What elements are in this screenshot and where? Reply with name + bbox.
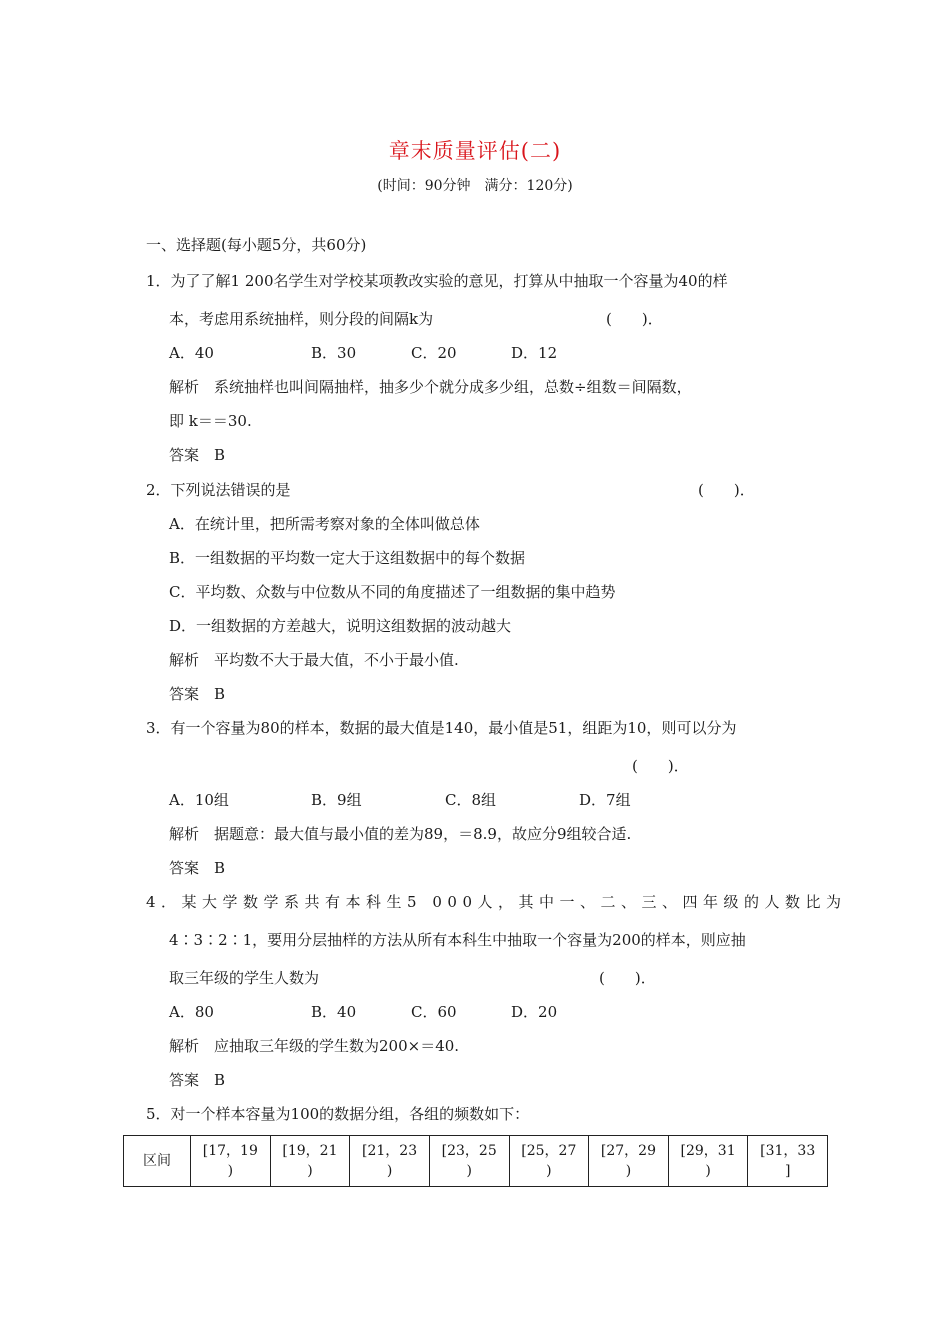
table-row [124,1136,828,1187]
exam-info: (时间：90分钟 满分：120分) [377,178,573,194]
table-cell [748,1136,828,1187]
q1-answer-blank: ( )． [606,310,663,328]
q3-option-d: D．7组 [579,791,631,809]
interval-end: ) [466,1163,472,1179]
interval-end: ) [307,1163,313,1179]
q2-analysis: 解析 平均数不大于最大值，不小于最小值. [169,651,459,669]
q2-option-d: D．一组数据的方差越大，说明这组数据的波动越大 [169,617,512,635]
table-cell [191,1136,271,1187]
q2-option-c: C．平均数、众数与中位数从不同的角度描述了一组数据的集中趋势 [169,583,616,601]
section-heading: 一、选择题(每小题5分，共60分) [146,236,367,254]
interval-start: [21，23 [362,1143,418,1159]
q3-answer-blank: ( )． [632,757,689,775]
interval-start: [27，29 [600,1143,656,1159]
page-title: 章末质量评估(二) [388,139,562,163]
q4-answer-blank: ( )． [599,969,656,987]
interval-start: [25，27 [521,1143,577,1159]
frequency-table [123,1135,828,1187]
q1-option-d: D．12 [511,344,558,362]
q3-answer: 答案 B [169,859,226,877]
q4-stem-line1: 4．某大学数学系共有本科生5 000人，其中一、二、三、四年级的人数比为 [146,893,847,911]
q1-stem-line2: 本，考虑用系统抽样，则分段的间隔k为 [169,310,434,328]
q1-answer: 答案 B [169,446,226,464]
interval-start: [23，25 [441,1143,497,1159]
interval-start: [31，33 [760,1143,816,1159]
interval-end: ) [625,1163,632,1179]
interval-start: [17，19 [202,1143,258,1159]
interval-start: [19，21 [282,1143,338,1159]
table-cell [429,1136,509,1187]
q3-option-a: A．10组 [169,791,229,809]
q4-stem-line3: 取三年级的学生人数为 [169,969,320,987]
interval-end: ] [784,1163,791,1179]
q4-option-a: A．80 [169,1003,214,1021]
q2-answer-blank: ( )． [698,481,755,499]
q4-option-b: B．40 [311,1003,357,1021]
q5-stem: 5．对一个样本容量为100的数据分组，各组的频数如下： [146,1105,530,1123]
table-cell [270,1136,350,1187]
interval-end: ) [546,1163,552,1179]
table-cell [589,1136,669,1187]
q2-stem: 2．下列说法错误的是 [146,481,291,499]
interval-end: ) [386,1163,393,1179]
q2-answer: 答案 B [169,685,226,703]
q2-option-a: A．在统计里，把所需考察对象的全体叫做总体 [169,515,480,533]
interval-end: ) [705,1163,711,1179]
q4-answer: 答案 B [169,1071,226,1089]
q3-option-c: C．8组 [445,791,497,809]
interval-start: [29，31 [680,1143,736,1159]
q3-option-b: B．9组 [311,791,362,809]
q3-analysis: 解析 据题意：最大值与最小值的差为89，＝8.9，故应分9组较合适. [169,825,632,843]
q4-option-d: D．20 [511,1003,558,1021]
q1-option-b: B．30 [311,344,357,362]
q1-analysis: 解析 系统抽样也叫间隔抽样，抽多少个就分成多少组，总数÷组数＝间隔数， [169,378,692,396]
table-cell [350,1136,430,1187]
q1-option-c: C．20 [411,344,457,362]
q4-analysis: 解析 应抽取三年级的学生数为200×＝40. [169,1037,460,1055]
q1-stem-line1: 1．为了了解1 200名学生对学校某项教改实验的意见，打算从中抽取一个容量为40的样 [146,272,728,290]
q1-analysis-line2: 即 k＝＝30. [169,412,252,430]
q2-option-b: B．一组数据的平均数一定大于这组数据中的每个数据 [169,549,526,567]
q1-option-a: A．40 [169,344,214,362]
table-cell [668,1136,748,1187]
table-header-interval: 区间 [124,1136,191,1187]
q4-option-c: C．60 [411,1003,457,1021]
interval-end: ) [227,1163,234,1179]
q4-stem-line2: 4∶3∶2∶1，要用分层抽样的方法从所有本科生中抽取一个容量为200的样本，则应抽 [169,931,746,949]
table-cell [509,1136,589,1187]
q3-stem: 3．有一个容量为80的样本，数据的最大值是140，最小值是51，组距为10，则可以分为 [146,719,737,737]
